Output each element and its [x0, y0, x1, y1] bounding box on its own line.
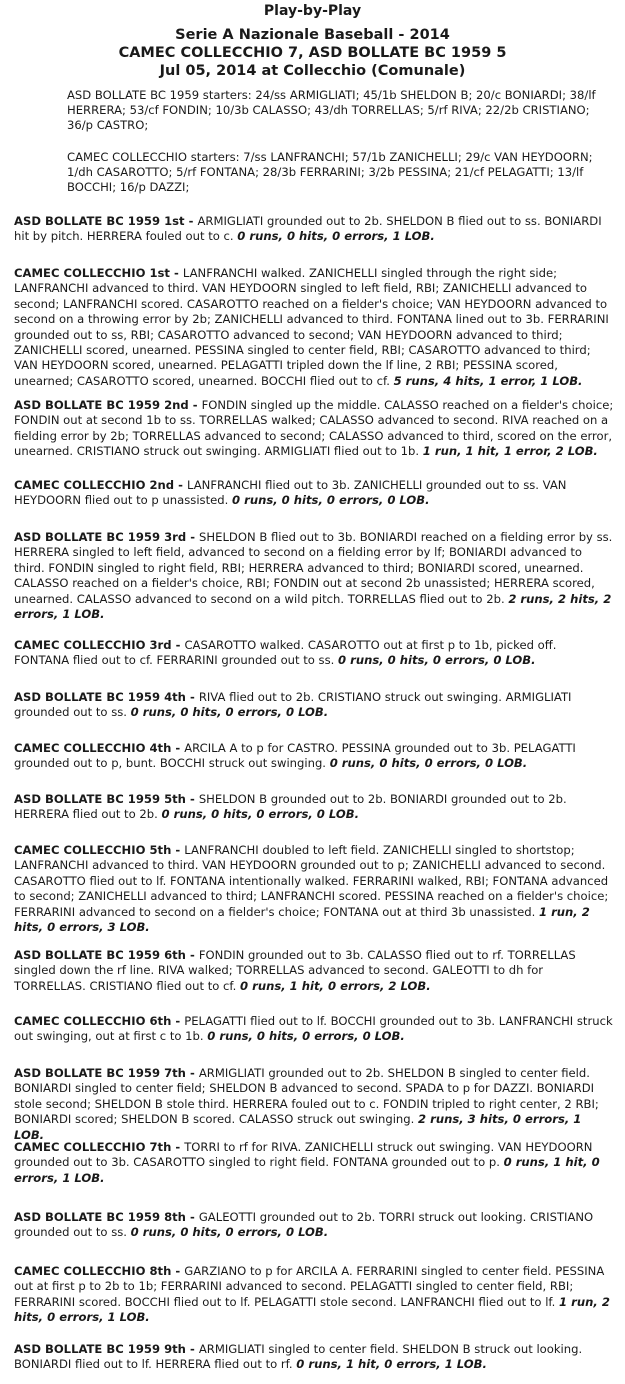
inning-entry — [14, 530, 614, 622]
inning-label: ASD BOLLATE BC 1959 8th - — [14, 1210, 199, 1224]
inning-summary: 0 runs, 0 hits, 0 errors, 1 LOB. — [237, 229, 435, 244]
inning-label: CAMEC COLLECCHIO 4th - — [14, 741, 185, 755]
inning-summary: 2 runs, 3 hits, 0 errors, 1 LOB. — [14, 1112, 582, 1142]
inning-label: ASD BOLLATE BC 1959 1st - — [14, 214, 198, 228]
inning-text: LANFRANCHI walked. ZANICHELLI singled through the right side; LANFRANCHI advanced to third. VAN HEYDOORN singled to left field, RBI; ZANICHELLI advanced to second; LANFRANCHI scored. CASAROTTO reached on a fielder's choice; VAN HEYDOORN advanced to second on a throwing error by 2b; ZANICHELLI advanced to third. FONTANA lined out to 3b. FERRARINI grounded out to ss, RBI; CASAROTTO advanced to second; VAN HEYDOORN advanced to third; ZANICHELLI scored, unearned. PESSINA singled to center field, RBI; CASAROTTO advanced to third; VAN HEYDOORN scored, unearned. PELAGATTI tripled down the lf line, 2 RBI; PESSINA scored, unearned; CASAROTTO scored, unearned. BOCCHI flied out to cf. — [14, 266, 609, 388]
inning-entry — [14, 266, 614, 389]
inning-entry — [14, 1066, 614, 1143]
inning-summary: 2 runs, 2 hits, 2 errors, 1 LOB. — [14, 591, 612, 622]
inning-summary: 0 runs, 1 hit, 0 errors, 1 LOB. — [296, 1357, 487, 1372]
inning-text: CASAROTTO walked. CASAROTTO out at first p to 1b, picked off. FONTANA flied out to cf. FERRARINI grounded out to ss. — [14, 638, 557, 668]
inning-text: ARMIGLIATI singled to center field. SHELDON B struck out looking. BONIARDI flied out to lf. HERRERA flied out to rf. — [14, 1342, 583, 1372]
inning-label: CAMEC COLLECCHIO 7th - — [14, 1140, 185, 1154]
inning-text: SHELDON B grounded out to 2b. BONIARDI grounded out to 2b. HERRERA flied out to 2b. — [14, 792, 567, 822]
inning-label: CAMEC COLLECCHIO 1st - — [14, 266, 183, 280]
inning-label: ASD BOLLATE BC 1959 6th - — [14, 948, 199, 962]
inning-label: ASD BOLLATE BC 1959 7th - — [14, 1066, 199, 1080]
inning-entry — [14, 398, 614, 460]
inning-label: CAMEC COLLECCHIO 3rd - — [14, 638, 185, 652]
inning-entry — [14, 1140, 614, 1186]
inning-text: GALEOTTI grounded out to 2b. TORRI struck out looking. CRISTIANO grounded out to ss. — [14, 1210, 594, 1240]
inning-entry — [14, 478, 614, 509]
inning-entry — [14, 1210, 614, 1241]
inning-label: CAMEC COLLECCHIO 2nd - — [14, 478, 187, 492]
inning-entry — [14, 1014, 614, 1045]
inning-entry — [14, 638, 614, 669]
inning-summary: 0 runs, 1 hit, 0 errors, 1 LOB. — [14, 1155, 600, 1185]
inning-text: ARMIGLIATI grounded out to 2b. SHELDON B singled to center field. BONIARDI singled to center field; SHELDON B advanced to second. SPADA to p for DAZZI. BONIARDI stole second; SHELDON B stole third. HERRERA fouled out to c. FONDIN tripled to right center, 2 RBI; BONIARDI scored; SHELDON B scored. CALASSO struck out swinging. — [14, 1066, 599, 1127]
inning-text: ARCILA A to p for CASTRO. PESSINA grounded out to 3b. PELAGATTI grounded out to p, bunt. BOCCHI struck out swinging. — [14, 741, 576, 771]
inning-text: FONDIN grounded out to 3b. CALASSO flied out to rf. TORRELLAS singled down the rf line. RIVA walked; TORRELLAS advanced to second. GALEOTTI to dh for TORRELLAS. CRISTIANO flied out to cf. — [14, 948, 576, 993]
inning-entry — [14, 741, 614, 772]
page-title: Play-by-Play — [263, 3, 362, 19]
inning-entry — [14, 1342, 614, 1373]
inning-summary: 5 runs, 4 hits, 1 error, 1 LOB. — [393, 373, 583, 388]
inning-summary: 0 runs, 0 hits, 0 errors, 0 LOB. — [207, 1029, 405, 1044]
inning-text: GARZIANO to p for ARCILA A. FERRARINI singled to center field. PESSINA out at first p to 2b to 1b; FERRARINI advanced to second. PELAGATTI singled to center field, RBI; FERRARINI scored. BOCCHI flied out to lf. PELAGATTI stole second. LANFRANCHI flied out to lf. — [14, 1264, 605, 1309]
inning-summary: 1 run, 1 hit, 1 error, 2 LOB. — [422, 444, 598, 459]
home-starters: CAMEC COLLECCHIO starters: 7/ss LANFRANCHI; 57/1b ZANICHELLI; 29/c VAN HEYDOORN; 1/dh CASAROTTO; 5/rf FONTANA; 28/3b FERRARINI; 3/2b PESSINA; 21/cf PELAGATTI; 13/lf BOCCHI; 16/p DAZZI; — [67, 150, 593, 195]
document-header — [0, 2, 625, 80]
inning-label: ASD BOLLATE BC 1959 5th - — [14, 792, 199, 806]
inning-label: CAMEC COLLECCHIO 8th - — [14, 1264, 185, 1278]
inning-text: LANFRANCHI flied out to 3b. ZANICHELLI grounded out to ss. VAN HEYDOORN flied out to p unassisted. — [14, 478, 567, 508]
inning-entry — [14, 792, 614, 823]
inning-summary: 0 runs, 0 hits, 0 errors, 0 LOB. — [161, 807, 359, 822]
inning-summary: 0 runs, 0 hits, 0 errors, 0 LOB. — [130, 705, 329, 720]
inning-text: ARMIGLIATI grounded out to 2b. SHELDON B flied out to ss. BONIARDI hit by pitch. HERRERA fouled out to c. — [14, 214, 602, 244]
inning-entry — [14, 1264, 614, 1326]
inning-label: ASD BOLLATE BC 1959 2nd - — [14, 398, 202, 412]
inning-label: ASD BOLLATE BC 1959 3rd - — [14, 530, 200, 544]
inning-summary: 0 runs, 0 hits, 0 errors, 0 LOB. — [329, 756, 528, 771]
inning-text: SHELDON B flied out to 3b. BONIARDI reached on a fielding error by ss. HERRERA singled to left field, advanced to second on a fielding error by lf; BONIARDI advanced to third. FONDIN singled to right field, RBI; HERRERA advanced to third; BONIARDI scored, unearned. CALASSO reached on a fielder's choice, RBI; FONDIN out at second 2b unassisted; HERRERA scored, unearned. CALASSO advanced to second on a wild pitch. TORRELLAS flied out to 2b. — [14, 530, 613, 606]
inning-summary: 0 runs, 1 hit, 0 errors, 2 LOB. — [240, 978, 431, 993]
inning-label: CAMEC COLLECCHIO 6th - — [14, 1014, 185, 1028]
inning-label: ASD BOLLATE BC 1959 9th - — [14, 1342, 199, 1356]
away-starters: ASD BOLLATE BC 1959 starters: 24/ss ARMIGLIATI; 45/1b SHELDON B; 20/c BONIARDI; 38/lf HERRERA; 53/cf FONDIN; 10/3b CALASSO; 43/dh TORRELLAS; 5/rf RIVA; 22/2b CRISTIANO; 36/p CASTRO; — [67, 88, 596, 133]
game-score-title: CAMEC COLLECCHIO 7, ASD BOLLATE BC 1959 5 — [118, 45, 507, 61]
inning-text: PELAGATTI flied out to lf. BOCCHI grounded out to 3b. LANFRANCHI struck out swinging, out at first c to 1b. — [14, 1014, 613, 1044]
inning-summary: 0 runs, 0 hits, 0 errors, 0 LOB. — [338, 653, 536, 668]
inning-label: ASD BOLLATE BC 1959 4th - — [14, 690, 199, 704]
inning-text: RIVA flied out to 2b. CRISTIANO struck out swinging. ARMIGLIATI grounded out to ss. — [14, 690, 572, 720]
inning-summary: 0 runs, 0 hits, 0 errors, 0 LOB. — [232, 493, 430, 508]
inning-summary: 0 runs, 0 hits, 0 errors, 0 LOB. — [130, 1225, 329, 1240]
inning-entry — [14, 690, 614, 721]
inning-summary: 1 run, 2 hits, 0 errors, 3 LOB. — [14, 904, 590, 935]
inning-label: CAMEC COLLECCHIO 5th - — [14, 843, 185, 857]
inning-text: TORRI to rf for RIVA. ZANICHELLI struck out swinging. VAN HEYDOORN grounded out to 3b. CASAROTTO singled to right field. FONTANA grounded out to p. — [14, 1140, 593, 1170]
inning-text: FONDIN singled up the middle. CALASSO reached on a fielder's choice; FONDIN out at second 1b to ss. TORRELLAS walked; CALASSO advanced to second. RIVA reached on a fielding error by 2b; TORRELLAS advanced to second; CALASSO advanced to third, scored on the error, unearned. CRISTIANO struck out swinging. ARMIGLIATI flied out to 1b. — [14, 398, 614, 459]
inning-entry — [14, 948, 614, 994]
inning-summary: 1 run, 2 hits, 0 errors, 1 LOB. — [14, 1294, 610, 1325]
inning-entry — [14, 843, 614, 935]
game-date-location: Jul 05, 2014 at Collecchio (Comunale) — [159, 63, 466, 79]
inning-text: LANFRANCHI doubled to left field. ZANICHELLI singled to shortstop; LANFRANCHI advanced to third. VAN HEYDOORN grounded out to p; ZANICHELLI advanced to second. CASAROTTO flied out to lf. FONTANA intentionally walked. FERRARINI walked, RBI; FONTANA advanced to second; ZANICHELLI advanced to third; LANFRANCHI scored. PESSINA reached on a fielder's choice; FERRARINI advanced to second on a fielder's choice; FONTANA out at third 3b unassisted. — [14, 843, 609, 919]
inning-entry — [14, 214, 614, 245]
league-title: Serie A Nazionale Baseball - 2014 — [175, 27, 450, 43]
